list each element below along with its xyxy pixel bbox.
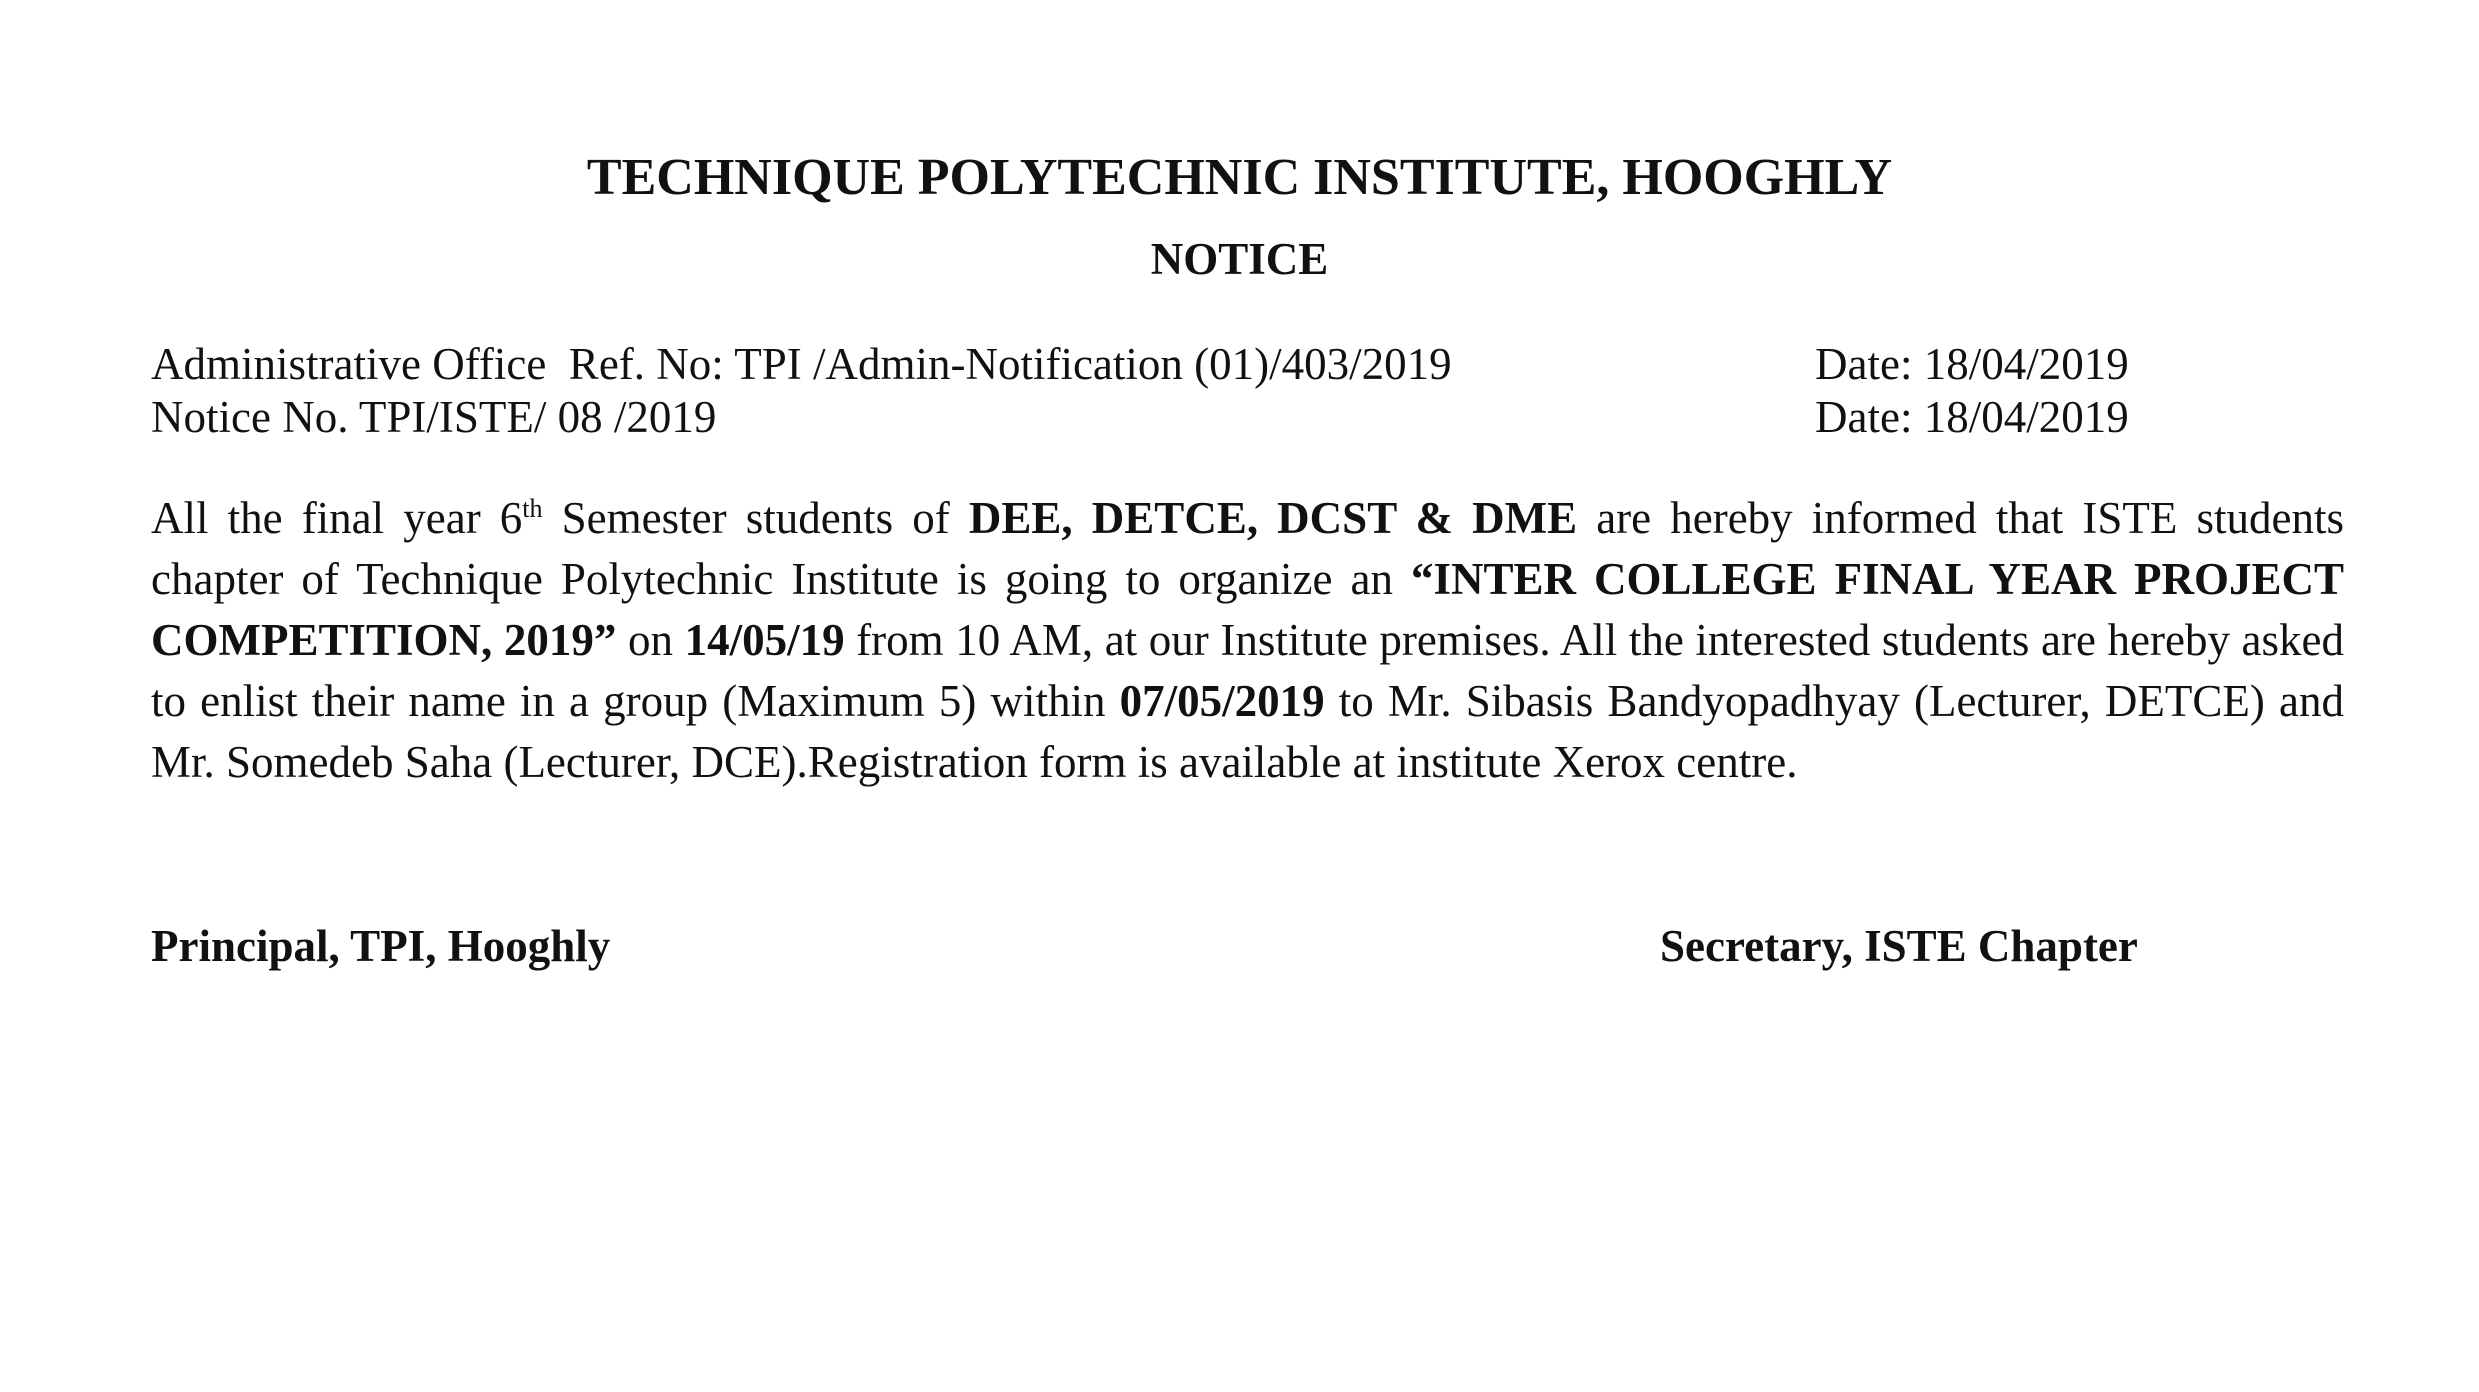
body-departments: DEE, DETCE, DCST & DME xyxy=(968,493,1578,543)
signature-secretary: Secretary, ISTE Chapter xyxy=(1660,921,2138,971)
body-event-name: “INTER COLLEGE FINAL YEAR PROJECT COMPETITION, 2019” xyxy=(151,554,2344,665)
notice-heading: NOTICE xyxy=(1150,234,1329,284)
body-deadline-date: 07/05/2019 xyxy=(1119,676,1325,726)
body-superscript: th xyxy=(522,494,543,523)
body-event-date: 14/05/19 xyxy=(684,615,845,665)
reference-row-notice xyxy=(151,390,2328,444)
admin-reference-date: Date: 18/04/2019 xyxy=(1815,339,2129,389)
body-text-6: to Mr. Sibasis Bandyopadhyay (Lecturer, DETCE) and Mr. Somedeb Saha (Lecturer, DCE).Registration form is available at institute Xerox centre. xyxy=(151,676,2344,787)
body-text-3: are hereby informed that ISTE students chapter of Technique Polytechnic Institute is going to organize an xyxy=(151,493,2345,604)
notice-number: Notice No. TPI/ISTE/ 08 /2019 xyxy=(151,392,717,442)
body-text-5: from 10 AM, at our Institute premises. All the interested students are hereby asked to enlist their name in a group (Maximum 5) within xyxy=(151,615,2344,726)
institute-title: TECHNIQUE POLYTECHNIC INSTITUTE, HOOGHLY xyxy=(586,149,1893,206)
reference-row-admin xyxy=(151,337,2328,391)
signature-principal: Principal, TPI, Hooghly xyxy=(151,921,611,971)
notice-body xyxy=(151,488,2344,793)
body-text-2: Semester students of xyxy=(542,493,969,543)
body-text-1: All the final year 6 xyxy=(151,493,523,543)
body-text-4: on xyxy=(616,615,685,665)
admin-reference-number: Administrative Office Ref. No: TPI /Admin-Notification (01)/403/2019 xyxy=(151,339,1452,389)
notice-date: Date: 18/04/2019 xyxy=(1815,392,2129,442)
